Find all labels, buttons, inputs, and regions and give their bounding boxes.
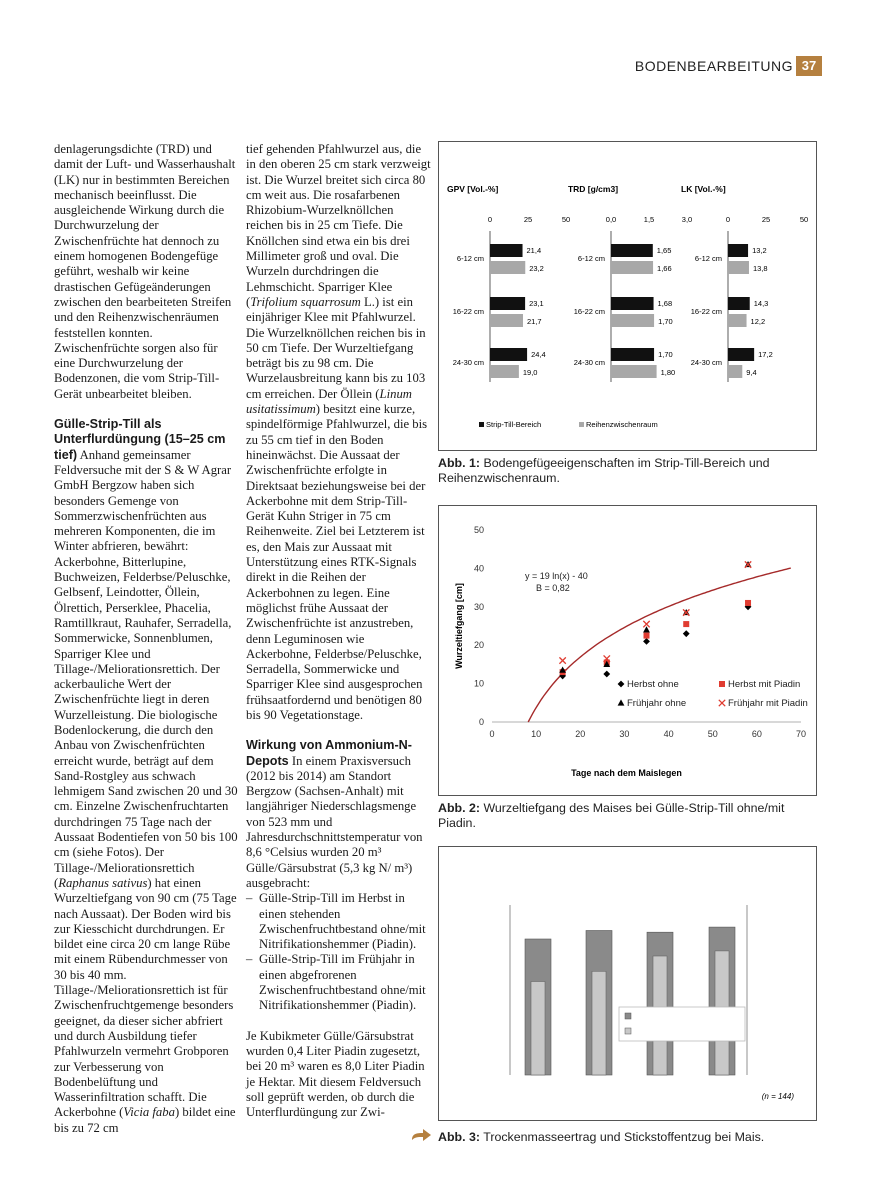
bar-reihenzwischenraum [490, 314, 523, 327]
y-tick-label: 0 [478, 717, 484, 727]
row-label: 16-22 cm [452, 307, 484, 316]
legend-swatch [579, 422, 584, 427]
bar-strip-till [490, 297, 525, 310]
data-label: 19,0 [522, 368, 538, 377]
figure-1 [438, 141, 817, 451]
legend-box [619, 1007, 745, 1041]
legend-label: Frühjahr mit Piadin [728, 698, 808, 709]
y-tick-label: 40 [473, 563, 484, 574]
text-column-1 [54, 142, 238, 1136]
point-herbst-mit-piadin [683, 621, 689, 627]
x-tick-label: 10 [531, 729, 542, 739]
data-label: 13,2 [752, 246, 767, 255]
bar-reihenzwischenraum [611, 314, 654, 327]
data-label: 17,2 [758, 350, 773, 359]
bar-strip-till [611, 348, 654, 361]
subheading: Gülle-Strip-Till als Unterflurdüngung (15–25 cm tief) [54, 417, 226, 462]
row-label: 24-30 cm [573, 358, 605, 367]
legend-swatch [625, 1013, 631, 1019]
root-depth-chart [439, 506, 816, 795]
point-herbst-mit-piadin [745, 600, 751, 606]
row-label: 6-12 cm [577, 254, 605, 263]
data-label: 14,3 [753, 299, 769, 308]
bar-strip-till [728, 297, 750, 310]
bar-inner [531, 982, 545, 1076]
row-label: 24-30 cm [690, 358, 722, 367]
data-label: 13,8 [752, 264, 768, 273]
legend-label: Herbst mit Piadin [728, 679, 801, 690]
data-label: 21,7 [526, 317, 542, 326]
panel-title: GPV [Vol.-%] [447, 184, 499, 194]
sample-size-note: (n = 144) [761, 1092, 794, 1101]
bar-reihenzwischenraum [728, 314, 747, 327]
tick-label: 0 [725, 215, 731, 224]
x-tick-label: 0 [489, 729, 495, 739]
paragraph: Je Kubikmeter Gülle/Gärsubstrat wurden 0,4 Liter Piadin zugesetzt, bei 20 m³ waren es 8,0 Liter Piadin je Hektar. Mit diesem Feldversuch soll geprüft werden, ob durch die Unterflurdüngung zur Zwi- [246, 1028, 425, 1120]
list-item: – Gülle-Strip-Till im Frühjahr in einen abgefrorenen Zwischenfruchtbestand ohne/mit Nitrifikationshemmer (Piadin). [246, 952, 426, 1013]
y-tick-label: 50 [473, 525, 484, 535]
tick-label: 0,0 [605, 215, 617, 224]
row-label: 6-12 cm [694, 254, 722, 263]
point-fruehjahr-mit-piadin [559, 657, 565, 663]
page-number: 37 [796, 56, 822, 76]
bar-reihenzwischenraum [611, 365, 657, 378]
legend-label: Frühjahr ohne [627, 698, 687, 709]
data-label: 9,4 [746, 368, 757, 377]
bar-reihenzwischenraum [490, 365, 519, 378]
continue-arrow-icon [410, 1128, 432, 1142]
row-label: 16-22 cm [690, 307, 722, 316]
bar-inner [592, 971, 606, 1075]
y-tick-label: 10 [473, 678, 484, 689]
legend-label: Herbst ohne [627, 679, 679, 690]
point-herbst-mit-piadin [644, 633, 650, 639]
paragraph: denlagerungsdichte (TRD) und damit der Luft- und Wasserhaushalt (LK) nur in bestimmten Bereichen mechanisch beeinflusst. Die ausgleichende Wirkung durch die Durchwurzelung der Zwischenfrüchte hat dennoch zu einem homogenen Bodengefüge geführt, weshalb wir keine drastischen Gefügeänderungen zwischen den bearbeiteten Streifen und den Reihenzwischenräumen feststellen konnten. Zwischenfrüchte sorgen also für eine Durchwurzelung der Bodenzonen, die vom Strip-Till-Gerät unbearbeitet bleiben. [54, 142, 236, 401]
point-herbst-mit-piadin [719, 681, 725, 687]
list-item: – Gülle-Strip-Till im Herbst in einen stehenden Zwischenfruchtbestand ohne/mit Nitrifikationshemmer (Piadin). [246, 891, 426, 952]
paragraph: Wirkung von Ammonium-N-Depots In einem Praxisversuch (2012 bis 2014) am Standort Bergzow (Sachsen-Anhalt) mit langjähriger Niederschlagsmenge von 523 mm und Jahresdurchschnittstemperatur von 8,6 °Celsius wurden 20 m³ Gülle/Gärsubstrat (5,3 kg N/ m³) ausgebracht: [246, 738, 423, 890]
section-title: BODENBEARBEITUNG [634, 58, 793, 74]
panel-title: LK [Vol.-%] [681, 184, 726, 194]
bar-strip-till [728, 348, 754, 361]
point-herbst-ohne [643, 638, 650, 645]
tick-label: 25 [523, 215, 533, 224]
x-tick-label: 30 [619, 729, 630, 739]
legend-swatch [479, 422, 484, 427]
bar-reihenzwischenraum [728, 365, 742, 378]
tick-label: 50 [799, 215, 809, 224]
row-label: 16-22 cm [573, 307, 605, 316]
y-tick-label: 20 [473, 640, 484, 651]
figure-2 [438, 505, 817, 796]
trend-equation: y = 19 ln(x) - 40 [525, 571, 588, 581]
data-label: 1,70 [658, 317, 673, 326]
figure-3-caption: Abb. 3: Trockenmasseertrag und Stickstoffentzug bei Mais. [438, 1130, 765, 1144]
bar-strip-till [490, 348, 527, 361]
data-label: 1,80 [660, 368, 676, 377]
x-tick-label: 70 [795, 729, 807, 739]
yield-chart [439, 847, 816, 1120]
data-label: 1,70 [658, 350, 673, 359]
point-fruehjahr-ohne [618, 699, 625, 705]
point-herbst-ohne [618, 681, 625, 688]
figure-3 [438, 846, 817, 1121]
soil-structure-chart [439, 142, 816, 450]
tick-label: 3,0 [681, 215, 693, 224]
data-label: 21,4 [526, 246, 542, 255]
x-tick-label: 20 [575, 729, 586, 739]
tick-label: 1,5 [643, 215, 655, 224]
paragraph: Gülle-Strip-Till als Unterflurdüngung (15–25 cm tief) Anhand gemeinsamer Feldversuche mit der S & W Agrar GmbH Bergzow haben sich besonders Gemenge von Sommerzwischenfrüchten aus mehreren Komponenten, die im Winter abfrieren, bewährt: Ackerbohne, Bitterlupine, Buchweizen, Felderbse/Peluschke, Gelbsenf, Leindotter, Öllein, Ölrettich, Perserklee, Phacelia, Ramtillkraut, Rauhafer, Serradella, Sommerwicke, Sonnenblumen, Sparriger Klee und Tillage-/Meliorationsrettich. Der ackerbauliche Wert der Zwischenfrüchte liegt in deren Wurzelleistung. Die biologische Bodenlockerung, die durch den Anbau von Zwischenfrüchten erreicht wurde, beträgt auf dem Sand-Rostgley aus schwach lehmigem Sand zwischen 20 und 30 cm. Einzelne Zwischenfruchtarten durchdringen 75 Tage nach der Aussaat Bodentiefen von 50 bis 100 cm (siehe Fotos). Der Tillage-/Meliorationsrettich (Raphanus sativus) hat einen Wurzeltiefgang von 90 cm (75 Tage nach Aussaat). Der Boden wird bis zur Kiesschicht durchdrungen. Er bildet eine circa 20 cm lange Rübe mit einem Rübendurchmesser von 30 bis 40 mm. Tillage-/Meliorationsrettich ist für Zwischenfruchtgemenge besonders geeignet, da dieser sicher abfriert und durch Ausbildung tiefer Pfahlwurzeln vermehrt Grobporen zur Verbesserung von Bodenbelüftung und Wasserinfiltration schafft. Die Ackerbohne (Vicia faba) bildet eine bis zu 72 cm [54, 417, 238, 1135]
point-herbst-ohne [603, 671, 610, 678]
bar-strip-till [611, 297, 654, 310]
tick-label: 0 [487, 215, 493, 224]
data-label: 1,66 [657, 264, 672, 273]
row-label: 6-12 cm [456, 254, 484, 263]
x-tick-label: 40 [663, 729, 674, 739]
data-label: 1,65 [656, 246, 672, 255]
data-label: 1,68 [657, 299, 673, 308]
x-tick-label: 50 [707, 729, 718, 739]
legend-swatch [625, 1028, 631, 1034]
bar-reihenzwischenraum [611, 261, 653, 274]
bar-strip-till [728, 244, 748, 257]
subheading: Wirkung von Ammonium-N-Depots [246, 738, 412, 768]
tick-label: 25 [761, 215, 771, 224]
point-herbst-ohne [683, 630, 690, 637]
data-label: 12,2 [750, 317, 766, 326]
figure-1-caption: Abb. 1: Bodengefügeeigenschaften im Strip-Till-Bereich und Reihenzwischenraum. [438, 456, 770, 485]
legend-label: Strip-Till-Bereich [486, 420, 542, 429]
r-squared-label: B = 0,82 [536, 583, 570, 593]
data-label: 24,4 [531, 350, 546, 359]
y-tick-label: 30 [473, 601, 484, 612]
y-axis-label: Wurzeltiefgang [cm] [454, 583, 464, 669]
bar-reihenzwischenraum [490, 261, 525, 274]
data-label: 23,1 [529, 299, 544, 308]
bar-strip-till [490, 244, 523, 257]
text-column-2 [246, 142, 432, 1120]
row-label: 24-30 cm [452, 358, 484, 367]
x-tick-label: 60 [751, 729, 762, 739]
data-label: 23,2 [529, 264, 544, 273]
figure-2-caption: Abb. 2: Wurzeltiefgang des Maises bei Gülle-Strip-Till ohne/mit Piadin. [438, 801, 785, 830]
x-axis-label: Tage nach dem Maislegen [571, 768, 682, 778]
bar-strip-till [611, 244, 653, 257]
panel-title: TRD [g/cm3] [567, 184, 619, 194]
legend-label: Reihenzwischenraum [586, 420, 658, 429]
point-fruehjahr-mit-piadin [719, 700, 725, 706]
tick-label: 50 [561, 215, 571, 224]
paragraph: tief gehenden Pfahlwurzel aus, die in den oberen 25 cm stark verzweigt ist. Die Wurzel breitet sich circa 80 cm weit aus. Die rosafarbenen Rhizobium-Wurzelknöllchen reichen bis in 25 cm Tiefe. Die Knöllchen sind etwa ein bis drei Millimeter groß und oval. Die Wurzeln durchdringen die Lehmschicht. Sparriger Klee (Trifolium squarrosum L.) ist ein einjähriger Klee mit Pfahlwurzel. Die Wurzelknöllchen reichen bis in 50 cm Tiefe. Der Wurzeltiefgang beträgt bis zu 98 cm. Die Wurzelausbreitung kann bis zu 103 cm erreichen. Der Öllein (Linum usitatissimum) besitzt eine kurze, spindelförmige Pfahlwurzel, die bis zu 55 cm tief in den Boden hineinwächst. Die Aussaat der Zwischenfrüchte erfolgte in Direktsaat beziehungsweise bei der Ackerbohne mit dem Strip-Till-Gerät Kuhn Striger in 75 cm Reihenweite. Ziel bei Letzterem ist es, den Mais zur Aussaat mit Unterstützung eines RTK-Signals direkt in die Reihen der Ackerbohnen zu legen. Eine möglichst frühe Aussaat der Zwischenfrüchte ist anzustreben, denn Leguminosen wie Ackerbohne, Felderbse/Peluschke, Serradella, Sommerwicke und Sparriger Klee sind ausgesprochen frühsaatfordernd und benötigen 80 bis 90 Vegetationstage. [246, 142, 431, 722]
bar-reihenzwischenraum [728, 261, 749, 274]
